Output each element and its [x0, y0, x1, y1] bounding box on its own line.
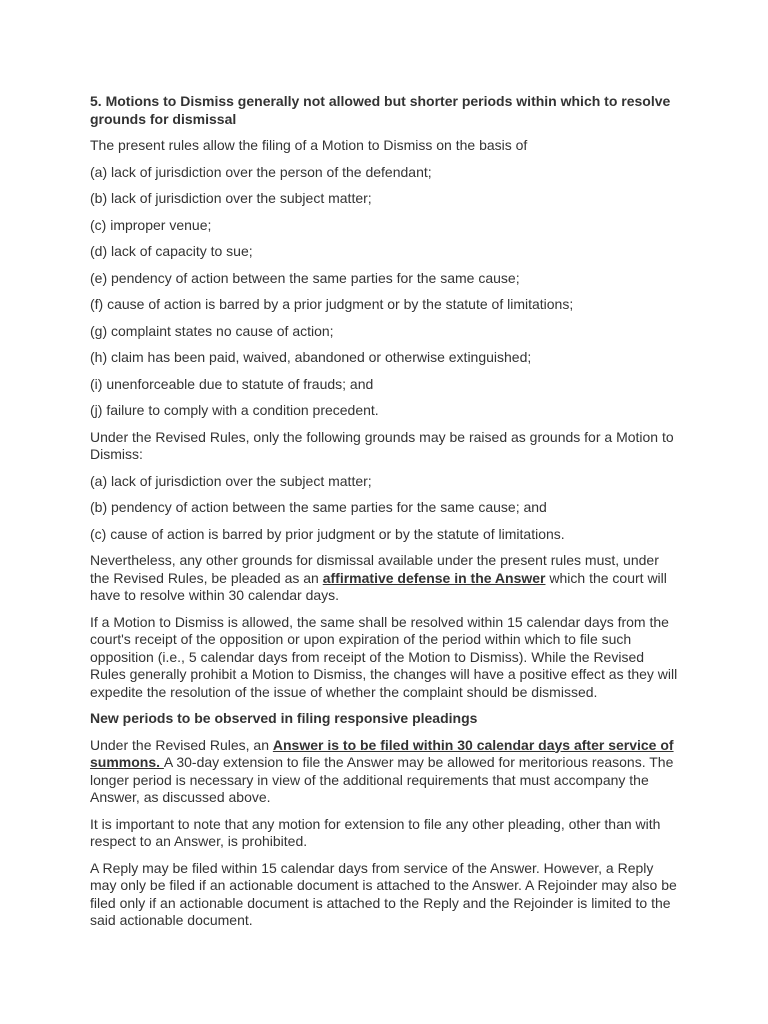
- affirmative-defense-emphasis: affirmative defense in the Answer: [322, 569, 546, 586]
- revised-rules-intro: Under the Revised Rules, only the following grounds may be raised as grounds for a Motion to Dismiss:: [90, 428, 674, 462]
- answer-period-emphasis: Answer is to be filed within 30 calendar days after service of summons.: [90, 736, 674, 770]
- ground-item-j: (j) failure to comply with a condition precedent.: [90, 402, 379, 418]
- answer-period-paragraph: [90, 737, 682, 807]
- ground-item-a: (a) lack of jurisdiction over the person of the defendant;: [90, 163, 432, 180]
- answer-text-before: Under the Revised Rules, an: [90, 736, 273, 753]
- ground-item-b: (b) lack of jurisdiction over the subject matter;: [90, 190, 372, 206]
- nevertheless-paragraph: [90, 552, 682, 605]
- answer-text-after: A 30-day extension to file the Answer may be allowed for meritorious reasons. The longer period is necessary in view of the additional requirements that must accompany the Answer, as discussed above.: [90, 754, 674, 805]
- revised-ground-item-a: (a) lack of jurisdiction over the subject matter;: [90, 472, 372, 489]
- ground-item-e: (e) pendency of action between the same parties for the same cause;: [90, 269, 520, 286]
- intro-paragraph: The present rules allow the filing of a Motion to Dismiss on the basis of: [90, 137, 528, 153]
- section-heading-new-periods: New periods to be observed in filing responsive pleadings: [90, 710, 478, 726]
- ground-item-f: (f) cause of action is barred by a prior judgment or by the statute of limitations;: [90, 296, 574, 312]
- document-page: [90, 93, 682, 939]
- ground-item-h: (h) claim has been paid, waived, abandoned or otherwise extinguished;: [90, 349, 532, 365]
- section-heading-motions-to-dismiss: 5. Motions to Dismiss generally not allowed but shorter periods within which to resolve grounds for dismissal: [90, 93, 671, 127]
- nevertheless-text-after: which the court will have to resolve within 30 calendar days.: [90, 569, 667, 603]
- motion-allowed-paragraph: If a Motion to Dismiss is allowed, the same shall be resolved within 15 calendar days from the court's receipt of the opposition or upon expiration of the period within which to file such opposition (i.e., 5 calendar days from receipt of the Motion to Dismiss). While the Revised Rules generally prohibit a Motion to Dismiss, the changes will have a positive effect as they will expedite the resolution of the issue of whether the complaint should be dismissed.: [90, 613, 678, 700]
- ground-item-g: (g) complaint states no cause of action;: [90, 322, 334, 339]
- revised-ground-item-b: (b) pendency of action between the same parties for the same cause; and: [90, 499, 547, 515]
- reply-rejoinder-paragraph: A Reply may be filed within 15 calendar days from service of the Answer. However, a Reply may only be filed if an actionable document is attached to the Answer. A Rejoinder may also be filed only if an actionable document is attached to the Reply and the Rejoinder is limited to the said actionable document.: [90, 859, 677, 928]
- ground-item-d: (d) lack of capacity to sue;: [90, 243, 253, 259]
- nevertheless-text-before: Nevertheless, any other grounds for dismissal available under the present rules must, under the Revised Rules, be pleaded as an: [90, 552, 659, 586]
- extension-prohibited-paragraph: It is important to note that any motion for extension to file any other pleading, other than with respect to an Answer, is prohibited.: [90, 815, 661, 849]
- ground-item-i: (i) unenforceable due to statute of frauds; and: [90, 375, 374, 392]
- ground-item-c: (c) improper venue;: [90, 216, 212, 233]
- revised-ground-item-c: (c) cause of action is barred by prior judgment or by the statute of limitations.: [90, 525, 565, 542]
